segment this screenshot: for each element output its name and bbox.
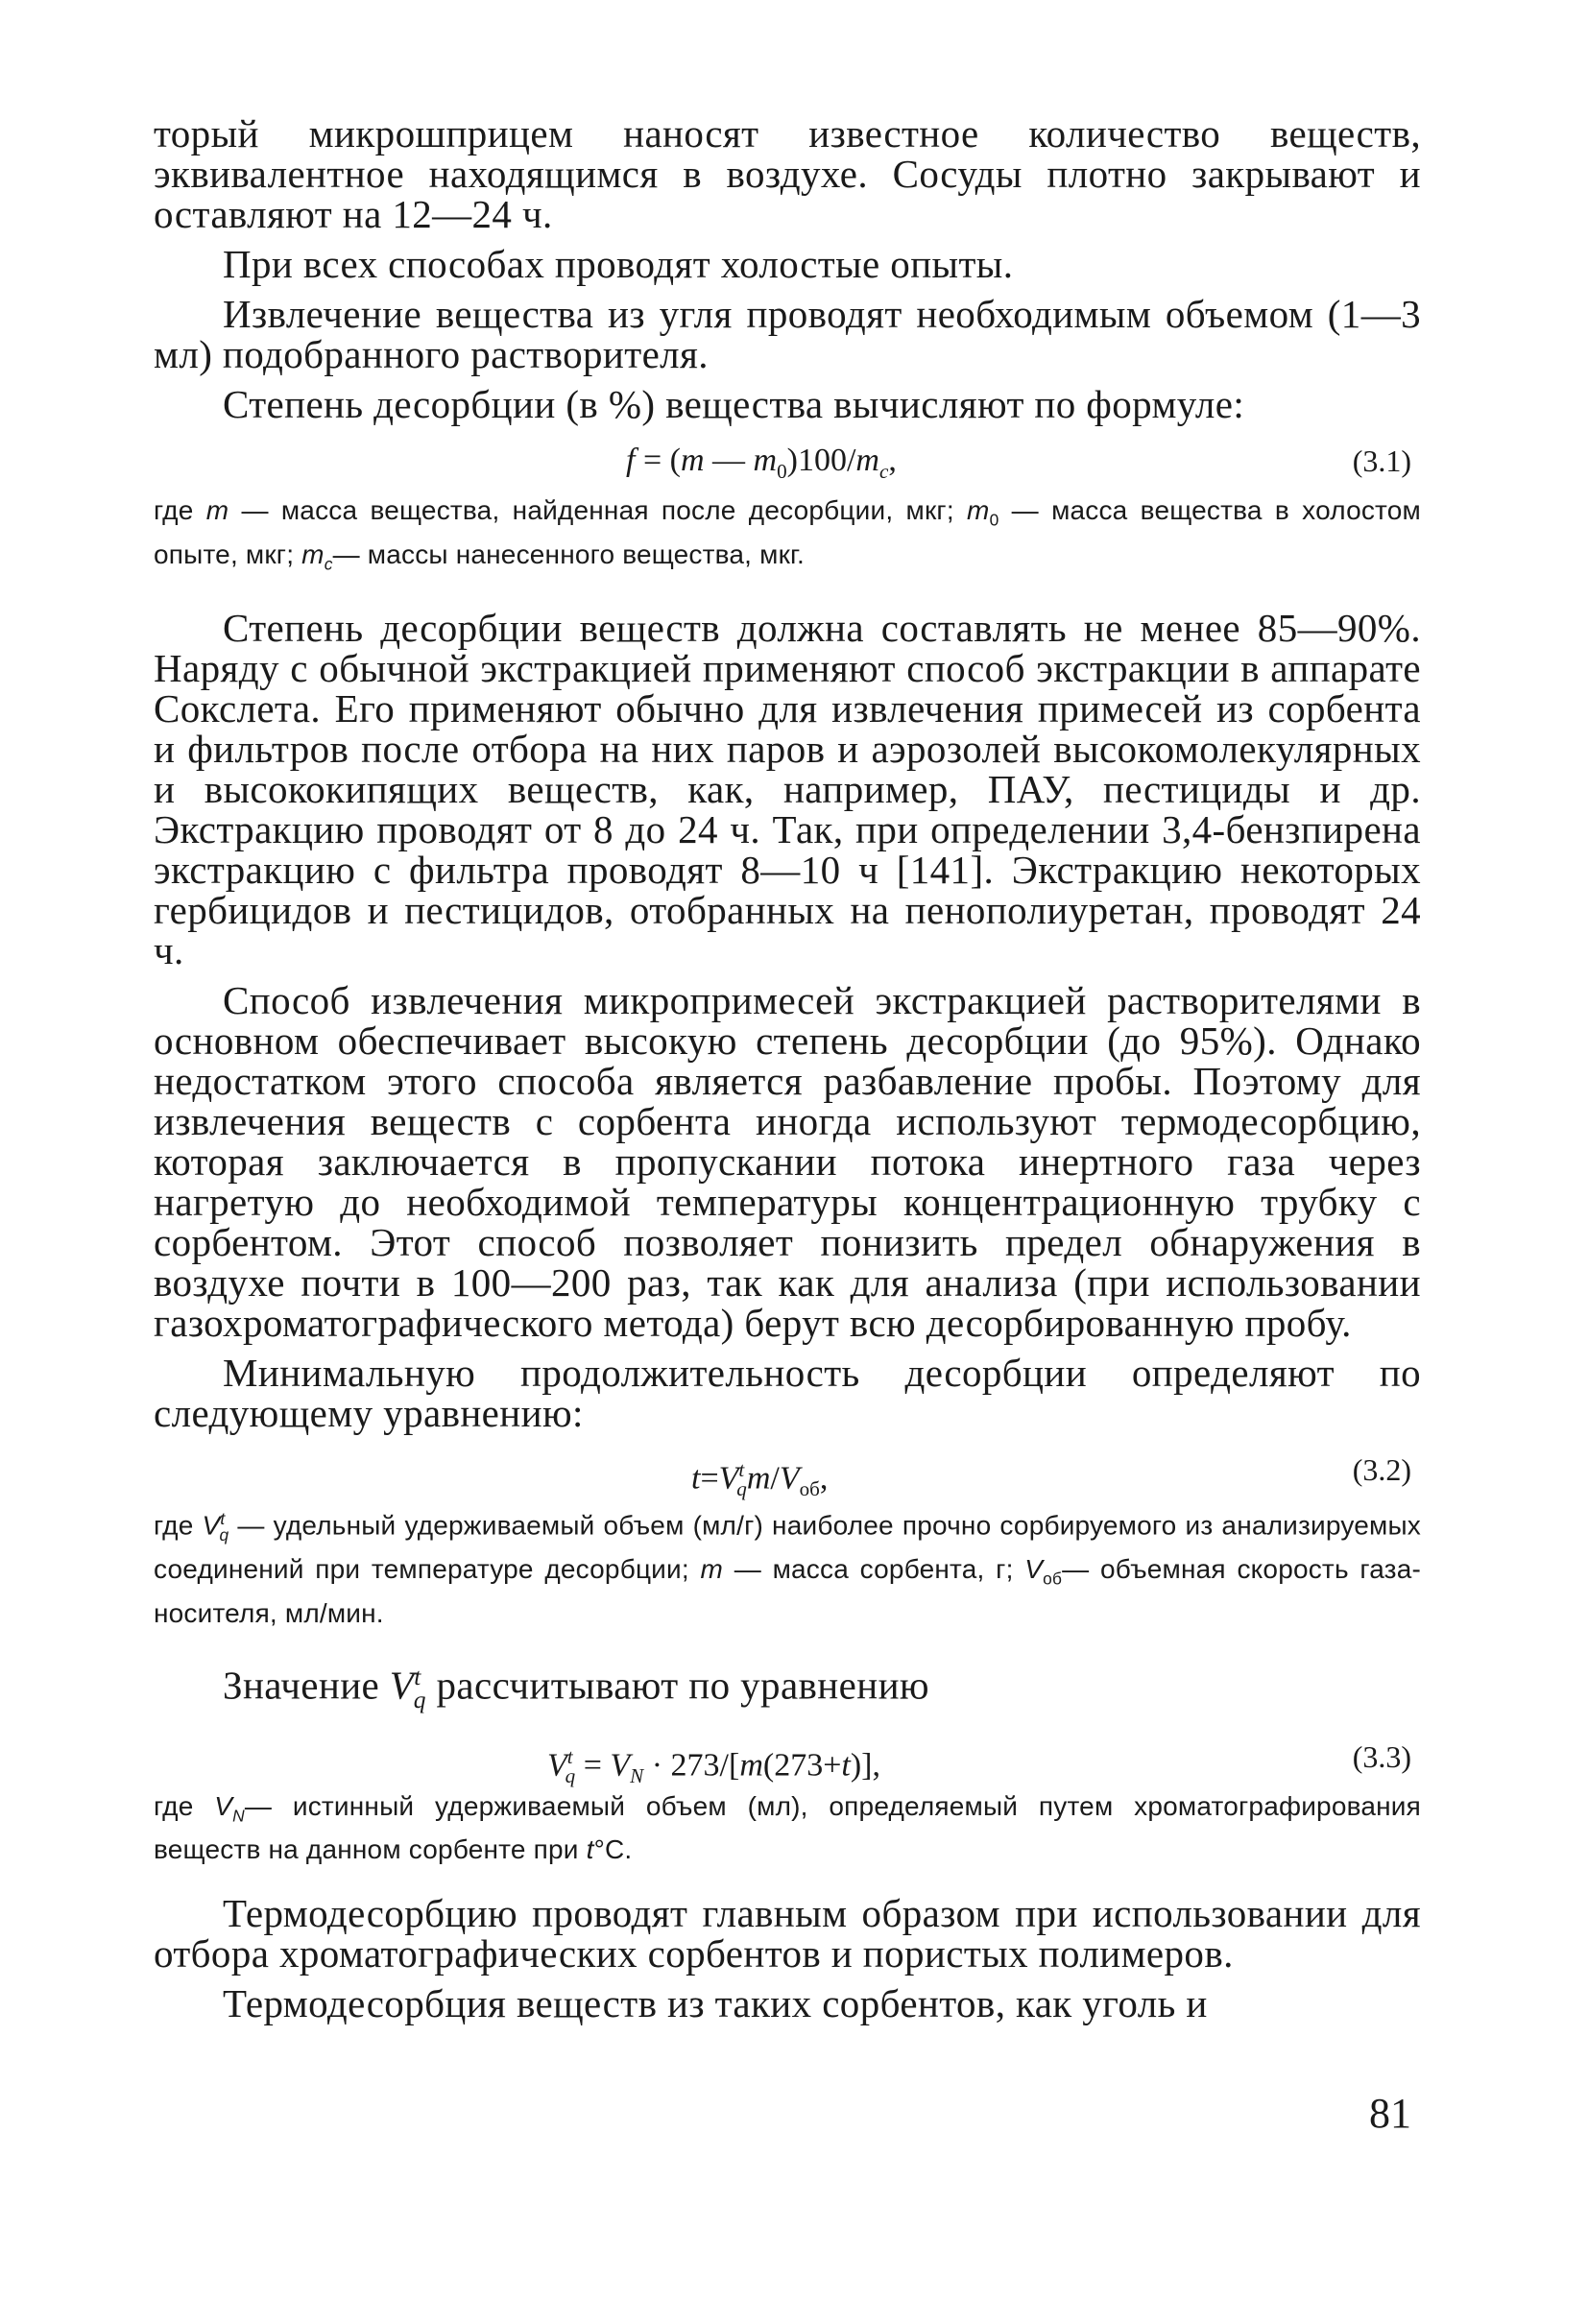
paragraph: Способ извлечения микропримесей экстракцией растворителями в основном обеспечивает высокую степень десорбции (до 95%). Однако недостатком этого способа является разбавление пробы. Поэтому для извлечения веществ с сорбента иногда используют термодесорбцию, которая заключается в пропускании потока инертного газа через нагретую до необходимой температуры концентрационную трубку с сорбентом. Этот способ позволяет понизить предел обнаружения в воздухе почти в 100—200 раз, так как для анализа (при использовании газохроматографического метода) берут всю десорбированную пробу.: [154, 978, 1421, 1346]
paragraph: Термодесорбция веществ из таких сорбентов, как уголь и: [223, 1981, 1208, 2026]
paragraph: Значение $V^t_q$ рассчитывают по уравнению: [223, 1663, 929, 1713]
formula-number: (3.1): [1352, 443, 1411, 478]
formula-number: (3.3): [1352, 1738, 1411, 1774]
formula-note: где m — масса вещества, найденная после десорбции, мкг; $m_0$ — масса вещества в холостом опыте, мкг; $m_c—$ массы нанесенного вещества, мкг.: [154, 495, 1421, 574]
page-number: 81: [1369, 2090, 1411, 2137]
paragraph: Степень десорбции веществ должна составлять не менее 85—90%. Наряду с обычной экстракцией применяют способ экстракции в аппарате Сокслета. Его применяют обычно для извлечения примесей из сорбента и фильтров после отбора на них паров и аэрозолей высокомолекулярных и высококипящих веществ, как, например, ПАУ, пестициды и др. Экстракцию проводят от 8 до 24 ч. Так, при определении 3,4-бензпирена экстракцию с фильтра проводят 8—10 ч [141]. Экстракцию некоторых гербицидов и пестицидов, отобранных на пенополиуретан, проводят 24 ч.: [154, 606, 1421, 973]
formula-note: где $V^t_q$ — удельный удерживаемый объем (мл/г) наиболее прочно сорбируемого из анализируемых соединений при температуре десорбции; m — масса сорбента, г; $V_{об}—$ объемная скорость газа-носителя, мл/мин.: [154, 1509, 1421, 1628]
paragraph: торый микрошприцем наносят известное количество веществ, эквивалентное находящимся в воздухе. Сосуды плотно закрывают и оставляют на 12—24 ч.: [154, 111, 1421, 236]
paragraph: Минимальную продолжительность десорбции определяют по следующему уравнению:: [154, 1351, 1421, 1436]
formula-expression: f = (m — $m_0)100/m_c$,: [626, 443, 897, 483]
formula-number: (3.2): [1352, 1452, 1411, 1488]
paragraph: Степень десорбции (в %) вещества вычисляют по формуле:: [223, 382, 1245, 426]
formula-3-3: [154, 1730, 1421, 1787]
formula-3-2: [154, 1443, 1421, 1501]
formula-3-1: [154, 434, 1421, 488]
paragraph: Извлечение вещества из угля проводят необходимым объемом (1—3 мл) подобранного растворителя.: [154, 292, 1421, 376]
paragraph: При всех способах проводят холостые опыты.: [223, 242, 1014, 286]
formula-expression: $t=V^t_qm/V_{об}$,: [691, 1458, 829, 1501]
document-page: [154, 111, 1421, 2137]
formula-expression: $V^t_q = V_N \cdot 273/[m(273+t)]$,: [547, 1744, 880, 1787]
formula-note: где $V_N—$ истинный удерживаемый объем (мл), определяемый путем хроматографирования веществ на данном сорбенте при t°C.: [154, 1790, 1421, 1865]
paragraph: Термодесорбцию проводят главным образом при использовании для отбора хроматографических сорбентов и пористых полимеров.: [154, 1891, 1421, 1977]
